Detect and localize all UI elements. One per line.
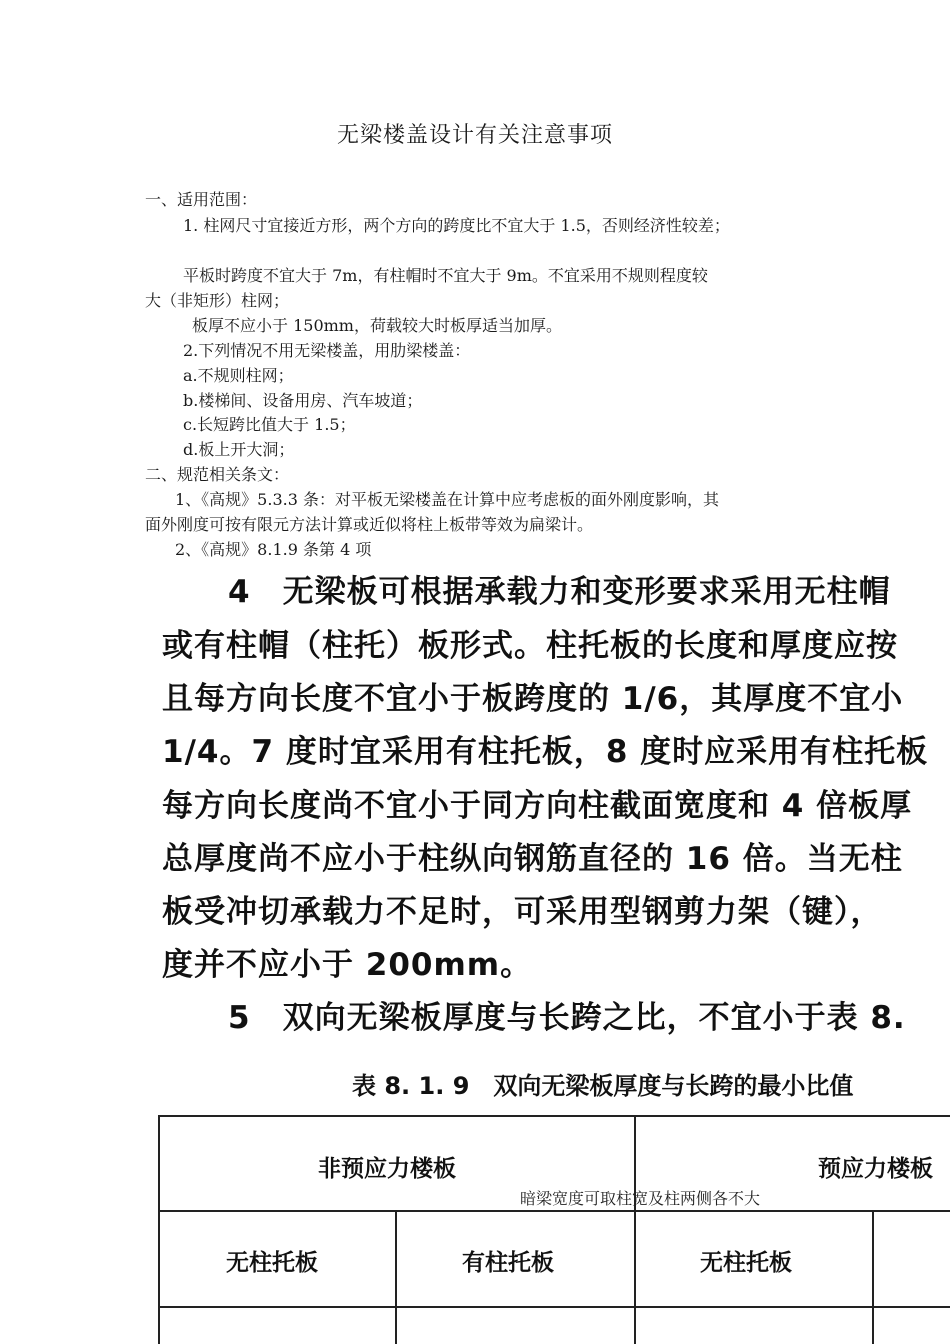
section-heading-code: 二、规范相关条文： [145, 465, 290, 484]
overlay-text-line: 暗梁宽度可取柱宽及柱两侧各不大 [520, 1189, 761, 1208]
table-header-cell: 预应力楼板 [818, 1156, 933, 1182]
list-item: a.不规则柱网； [183, 366, 294, 385]
clause-line: 4 无梁板可根据承载力和变形要求采用无柱帽 [228, 574, 891, 610]
table-divider [872, 1210, 874, 1344]
document-title: 无梁楼盖设计有关注意事项 [336, 123, 613, 148]
paragraph-line: 大（非矩形）柱网； [145, 291, 290, 310]
table-header-cell: 无柱托板 [226, 1250, 318, 1276]
table-border-left [158, 1115, 160, 1344]
clause-line: 或有柱帽（柱托）板形式。柱托板的长度和厚度应按 [162, 628, 898, 664]
section-heading-scope: 一、适用范围： [145, 190, 258, 209]
table-rule [158, 1210, 950, 1212]
clause-line: 板受冲切承载力不足时，可采用型钢剪力架（键）， [162, 894, 883, 930]
table-caption: 表 8. 1. 9 双向无梁板厚度与长跨的最小比值 [352, 1072, 854, 1100]
paragraph-line: 板厚不应小于 150mm，荷载较大时板厚适当加厚。 [192, 316, 562, 335]
paragraph-line: 2、《高规》8.1.9 条第 4 项 [175, 540, 372, 559]
table-rule [158, 1306, 950, 1308]
clause-line: 且每方向长度不宜小于板跨度的 1/6，其厚度不宜小 [162, 681, 904, 717]
table-divider [395, 1210, 397, 1344]
paragraph-line: 1. 柱网尺寸宜接近方形，两个方向的跨度比不宜大于 1.5，否则经济性较差； [183, 216, 730, 235]
list-item: b.楼梯间、设备用房、汽车坡道； [183, 391, 423, 410]
scanned-code-excerpt [0, 560, 950, 1344]
table-divider [634, 1115, 636, 1344]
paragraph-line: 1、《高规》5.3.3 条：对平板无梁楼盖在计算中应考虑板的面外刚度影响，其 [175, 490, 719, 509]
clause-line: 1/4。7 度时宜采用有柱托板，8 度时应采用有柱托板 [162, 734, 929, 770]
table-header-cell: 非预应力楼板 [318, 1156, 456, 1182]
table-header-cell: 无柱托板 [700, 1250, 792, 1276]
clause-line: 度并不应小于 200mm。 [162, 947, 533, 983]
paragraph-line: 面外刚度可按有限元方法计算或近似将柱上板带等效为扁梁计。 [145, 515, 594, 534]
paragraph-line: 平板时跨度不宜大于 7m，有柱帽时不宜大于 9m。不宜采用不规则程度较 [183, 266, 708, 285]
list-item: d.板上开大洞； [183, 440, 295, 459]
paragraph-line: 2.下列情况不用无梁楼盖，用肋梁楼盖： [183, 341, 471, 360]
table-border-top [158, 1115, 950, 1117]
clause-line: 每方向长度尚不宜小于同方向柱截面宽度和 4 倍板厚 [162, 788, 913, 824]
list-item: c.长短跨比值大于 1.5； [183, 415, 356, 434]
table-header-cell: 有柱托板 [462, 1250, 554, 1276]
clause-line: 5 双向无梁板厚度与长跨之比，不宜小于表 8. [228, 1000, 906, 1036]
clause-line: 总厚度尚不应小于柱纵向钢筋直径的 16 倍。当无柱 [162, 841, 903, 877]
